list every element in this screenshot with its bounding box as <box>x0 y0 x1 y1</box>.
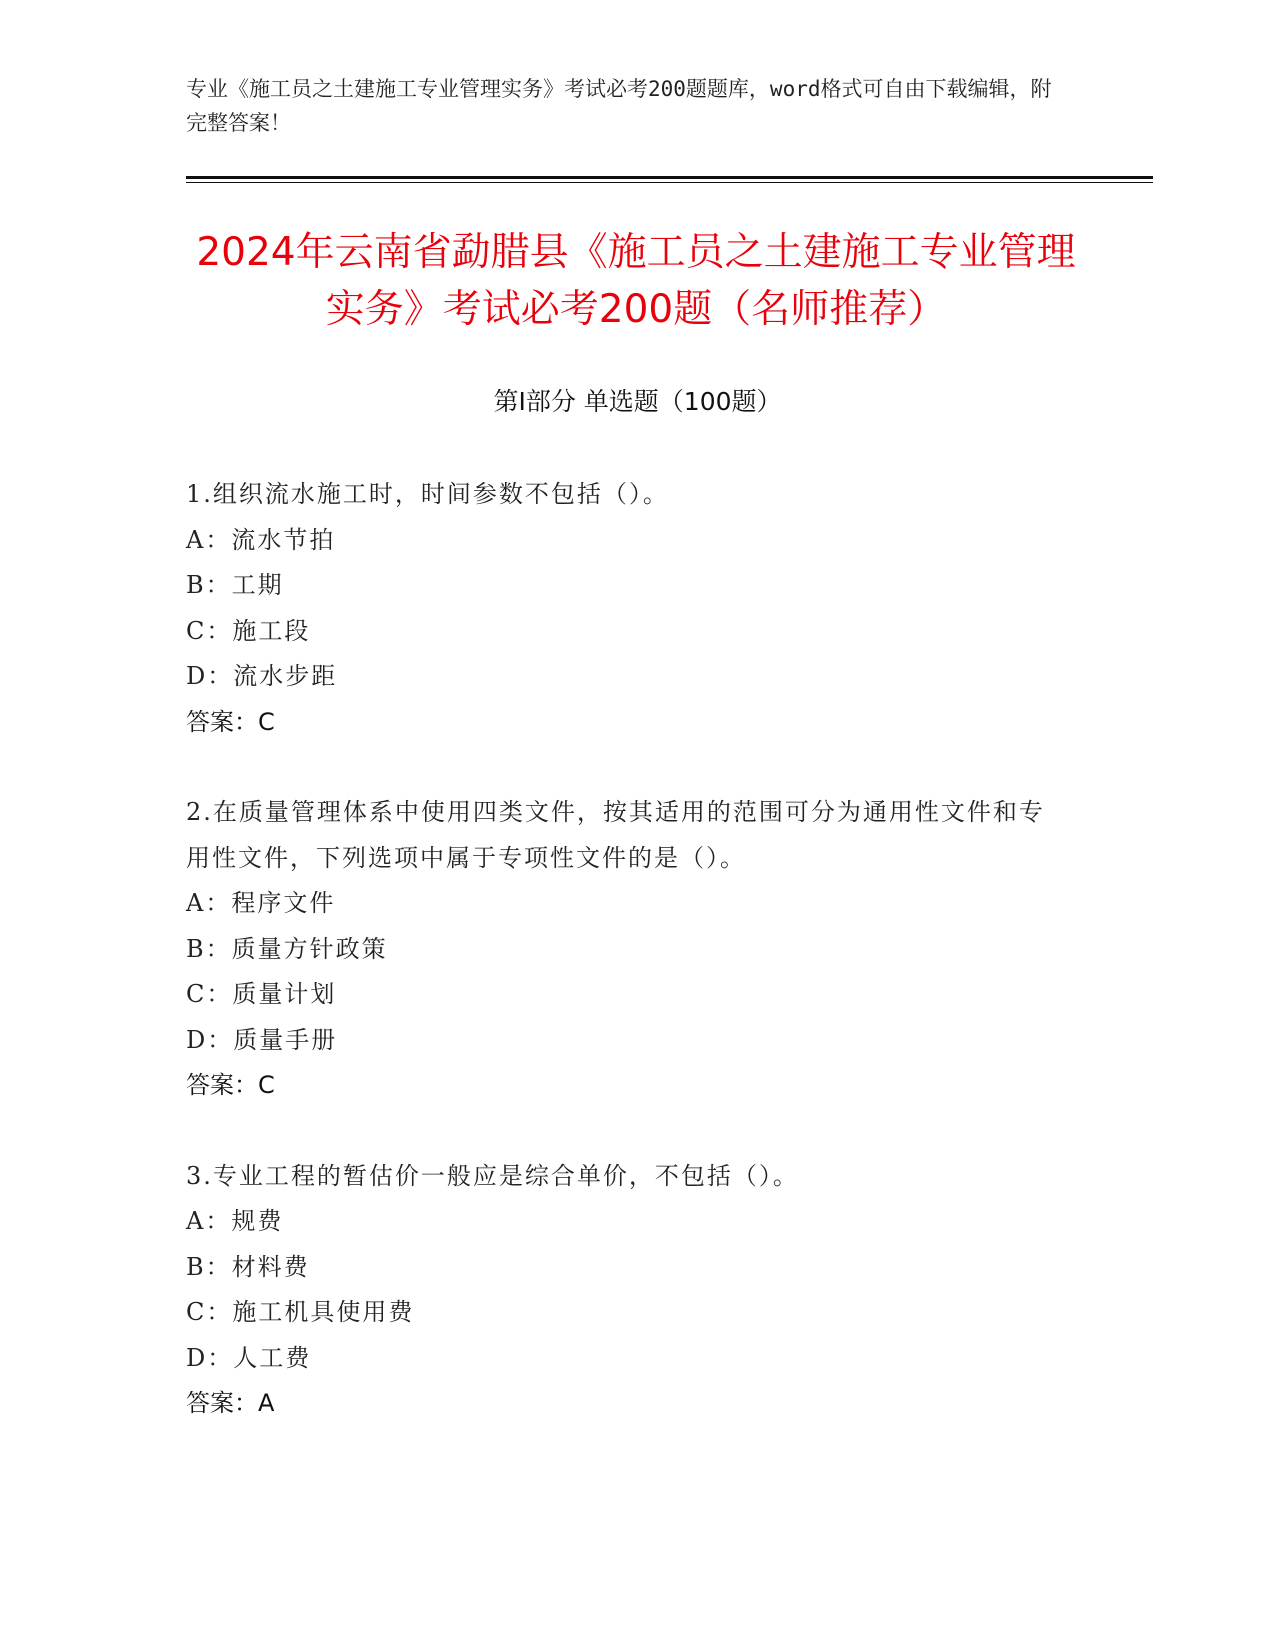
header-divider-thin <box>186 182 1153 183</box>
header-note: 专业《施工员之土建施工专业管理实务》考试必考200题题库，word格式可自由下载编辑，附完整答案！ <box>186 77 1052 135</box>
option-a: A：规费 <box>186 1207 284 1235</box>
option-d: D：人工费 <box>186 1343 312 1372</box>
option-b: B：工期 <box>186 571 284 599</box>
header-divider-thick <box>186 176 1153 179</box>
option-d: D：质量手册 <box>186 1025 338 1054</box>
question-1 <box>186 472 1066 745</box>
option-a: A：程序文件 <box>186 889 336 917</box>
option-c: C：质量计划 <box>186 980 337 1008</box>
document-title: 2024年云南省勐腊县《施工员之土建施工专业管理实务》考试必考200题（名师推荐） <box>196 230 1076 332</box>
option-c: C：施工机具使用费 <box>186 1298 415 1326</box>
question-3 <box>186 1154 1066 1427</box>
answer-line: 答案：C <box>186 1071 275 1099</box>
option-a: A：流水节拍 <box>186 525 336 554</box>
answer-line: 答案：A <box>186 1389 275 1417</box>
question-list <box>186 472 1066 1472</box>
question-stem: 1.组织流水施工时，时间参数不包括（）。 <box>186 480 669 508</box>
option-d: D：流水步距 <box>186 662 338 690</box>
section-heading: 第I部分 单选题（100题） <box>493 387 782 416</box>
question-2 <box>186 790 1066 1109</box>
question-stem: 3.专业工程的暂估价一般应是综合单价，不包括（）。 <box>186 1161 799 1190</box>
option-b: B：材料费 <box>186 1252 310 1281</box>
question-stem: 2.在质量管理体系中使用四类文件，按其适用的范围可分为通用性文件和专用性文件，下列选项中属于专项性文件的是（）。 <box>186 798 1045 872</box>
answer-line: 答案：C <box>186 707 275 736</box>
option-c: C：施工段 <box>186 616 311 645</box>
option-b: B：质量方针政策 <box>186 934 388 963</box>
